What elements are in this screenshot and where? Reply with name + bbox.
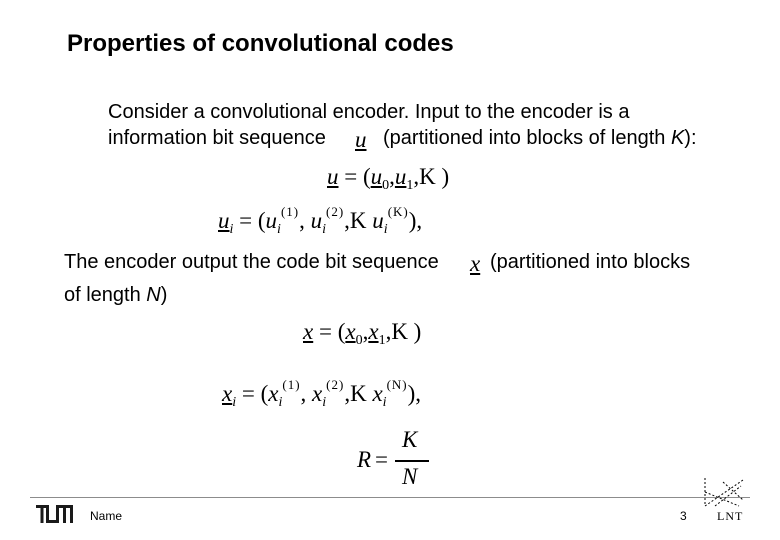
tum-logo (36, 504, 74, 524)
equation-input-sequence: $u = (u_0,u_1,K$ ) (327, 164, 450, 193)
footer-author-name: Name (90, 509, 123, 523)
intro-line-2-partition: (partitioned into blocks of length K): (383, 127, 697, 149)
intro-text-a: information bit sequence (108, 127, 326, 149)
rate-equals: = (375, 447, 388, 472)
equation-code-block: $x_i = (x_i^{(1)}$, $x_i^{(2)},K$ $x_i^{(N)}$), (222, 377, 422, 410)
rate-numerator: K (402, 427, 418, 452)
equation-input-block: $u_i = (u_i^{(1)}$, $u_i^{(2)},K$ $u_i^{(K)}$), (218, 204, 423, 237)
output-variable-x: x (470, 251, 481, 276)
tum-logo-icon (36, 504, 74, 524)
slide-title: Properties of convolutional codes (67, 30, 454, 57)
footer-page-number: 3 (680, 509, 687, 523)
intro-variable-u: u (355, 127, 367, 152)
output-line-2: of length N) (64, 284, 168, 306)
equation-code-sequence: $x = (x_0,x_1,K$ ) (303, 319, 422, 348)
lnt-logo-text: LNT (717, 509, 744, 523)
rate-symbol: R (357, 447, 372, 472)
lnt-logo (695, 472, 747, 524)
rate-denominator: N (402, 464, 418, 489)
footer-divider (30, 497, 750, 498)
rate-fraction-bar (395, 460, 429, 462)
output-line-1: The encoder output the code bit sequence (64, 251, 439, 273)
intro-line-2 (108, 128, 326, 148)
intro-line-1: Consider a convolutional encoder. Input to the encoder is a (108, 101, 630, 123)
output-line-1-partition: (partitioned into blocks (490, 251, 691, 273)
